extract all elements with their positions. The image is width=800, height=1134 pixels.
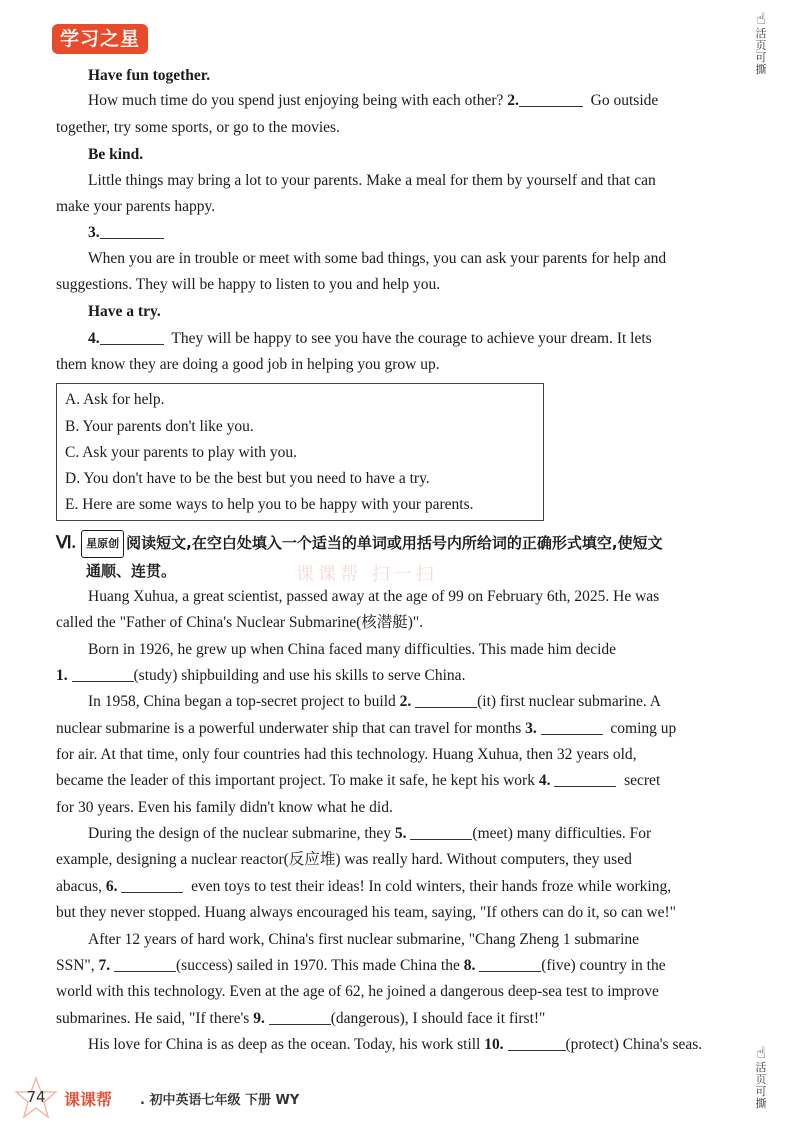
side-tear-tab-top — [750, 10, 772, 76]
answer-blank-3[interactable] — [100, 222, 164, 239]
answer-blank-s6-8[interactable] — [479, 955, 541, 972]
hand-tear-icon: ☝ — [756, 9, 766, 28]
footer-brand: 课课帮 — [64, 1090, 113, 1109]
passage2-line: but they never stopped. Huang always encouraged his team, saying, "If others can do it, so can we!" — [56, 904, 676, 921]
answer-blank-s6-2[interactable] — [415, 691, 477, 708]
question-number: 6. — [105, 878, 118, 895]
passage2-line: nuclear submarine is a powerful underwater ship that can travel for months 3. coming up — [56, 720, 677, 737]
passage2-line: submarines. He said, "If there's 9. (dangerous), I should face it first!" — [56, 1010, 546, 1027]
passage2-line: In 1958, China began a top-secret project to build 2. (it) first nuclear submarine. A — [88, 693, 661, 710]
passage2-line: During the design of the nuclear submarine, they 5. (meet) many difficulties. For — [88, 825, 652, 842]
answer-blank-2[interactable] — [519, 90, 583, 107]
options-box — [56, 383, 544, 521]
passage2-line: Born in 1926, he grew up when China faced many difficulties. This made him decide — [88, 641, 617, 658]
question-number: 2. — [399, 693, 412, 710]
passage2-line: for 30 years. Even his family didn't know what he did. — [56, 799, 393, 816]
side-tab-text-bottom: 活页可撕 — [755, 1061, 767, 1110]
publisher-logo — [52, 24, 148, 54]
passage1-line: them know they are doing a good job in helping you grow up. — [56, 356, 440, 373]
passage1-line: When you are in trouble or meet with some bad things, you can ask your parents for help and — [88, 250, 667, 267]
question-number: 4. — [88, 330, 100, 347]
passage1-line: How much time do you spend just enjoying being with each other? 2. Go outside — [88, 92, 659, 109]
answer-blank-4[interactable] — [100, 328, 164, 345]
passage2-line: SSN", 7. (success) sailed in 1970. This made China the 8. (five) country in the — [56, 957, 666, 974]
passage1-line: 4. They will be happy to see you have the courage to achieve your dream. It lets — [88, 330, 652, 347]
answer-blank-s6-7[interactable] — [114, 955, 176, 972]
passage2-line: After 12 years of hard work, China's first nuclear submarine, "Chang Zheng 1 submarine — [88, 931, 640, 948]
question-number: 3. — [525, 720, 537, 737]
option-d: D. You don't have to be the best but you need to have a try. — [65, 470, 430, 487]
passage1-line — [88, 220, 750, 246]
answer-blank-s6-5[interactable] — [410, 823, 472, 840]
option-a: A. Ask for help. — [65, 391, 165, 408]
question-number: 3. — [88, 224, 100, 241]
passage2-line: example, designing a nuclear reactor(反应堆) was really hard. Without computers, they used — [56, 851, 632, 868]
passage1-line: Little things may bring a lot to your parents. Make a meal for them by yourself and that can — [88, 172, 656, 189]
section-6-instructions: Ⅵ. 星原创 阅读短文,在空白处填入一个适当的单词或用括号内所给词的正确形式填空,使短文 通顺、连贯。 — [56, 530, 752, 584]
passage2-line: abacus, 6. even toys to test their ideas! In cold winters, their hands froze while working, — [56, 878, 672, 895]
question-number: 8. — [463, 957, 476, 974]
question-number: 1. — [56, 667, 68, 684]
answer-blank-s6-1[interactable] — [72, 665, 134, 682]
passage2-line: Huang Xuhua, a great scientist, passed away at the age of 99 on February 6th, 2025. He was — [88, 588, 660, 605]
page-number: 74 — [26, 1088, 46, 1106]
footer-book-title: . 初中英语七年级 下册 WY — [140, 1093, 300, 1108]
heading-have-a-try: Have a try. — [88, 303, 161, 320]
answer-blank-s6-10[interactable] — [508, 1034, 566, 1051]
passage2-line: became the leader of this important project. To make it safe, he kept his work 4. secret — [56, 772, 661, 789]
passage1-line: make your parents happy. — [56, 198, 216, 215]
question-number: 10. — [484, 1036, 504, 1053]
option-b: B. Your parents don't like you. — [65, 418, 254, 435]
answer-blank-s6-6[interactable] — [121, 876, 183, 893]
original-badge: 星原创 — [81, 530, 124, 558]
logo-text: 学习之星 — [52, 24, 148, 54]
heading-be-kind: Be kind. — [88, 146, 144, 163]
passage2-line: for air. At that time, only four countries had this technology. Huang Xuhua, then 32 years old, — [56, 746, 637, 763]
answer-blank-s6-3[interactable] — [541, 718, 603, 735]
passage2-line: world with this technology. Even at the age of 62, he joined a dangerous deep-sea test to improve — [56, 983, 659, 1000]
passage2-line: 1. (study) shipbuilding and use his skills to serve China. — [56, 667, 466, 684]
section-number: Ⅵ. — [56, 533, 76, 552]
heading-have-fun: Have fun together. — [88, 67, 211, 84]
passage2-line: His love for China is as deep as the ocean. Today, his work still 10. (protect) China's seas. — [88, 1036, 703, 1053]
question-number: 7. — [98, 957, 111, 974]
question-number: 4. — [538, 772, 551, 789]
passage2-line: called the "Father of China's Nuclear Submarine(核潜艇)". — [56, 614, 424, 631]
answer-blank-s6-4[interactable] — [554, 770, 616, 787]
page-number-badge — [14, 1076, 58, 1120]
option-c: C. Ask your parents to play with you. — [65, 444, 298, 461]
question-number: 5. — [394, 825, 407, 842]
hand-tear-icon: ☝ — [756, 1043, 766, 1062]
passage1-line: suggestions. They will be happy to listen to you and help you. — [56, 276, 441, 293]
option-e: E. Here are some ways to help you to be happy with your parents. — [65, 496, 474, 513]
answer-blank-s6-9[interactable] — [269, 1008, 331, 1025]
side-tab-text-top: 活页可撕 — [755, 27, 767, 76]
passage1-line: together, try some sports, or go to the movies. — [56, 119, 340, 136]
side-tear-tab-bottom — [750, 1044, 772, 1110]
question-number: 2. — [507, 92, 519, 109]
question-number: 9. — [253, 1010, 265, 1027]
watermark: 课课帮 扫一扫 — [296, 564, 438, 585]
